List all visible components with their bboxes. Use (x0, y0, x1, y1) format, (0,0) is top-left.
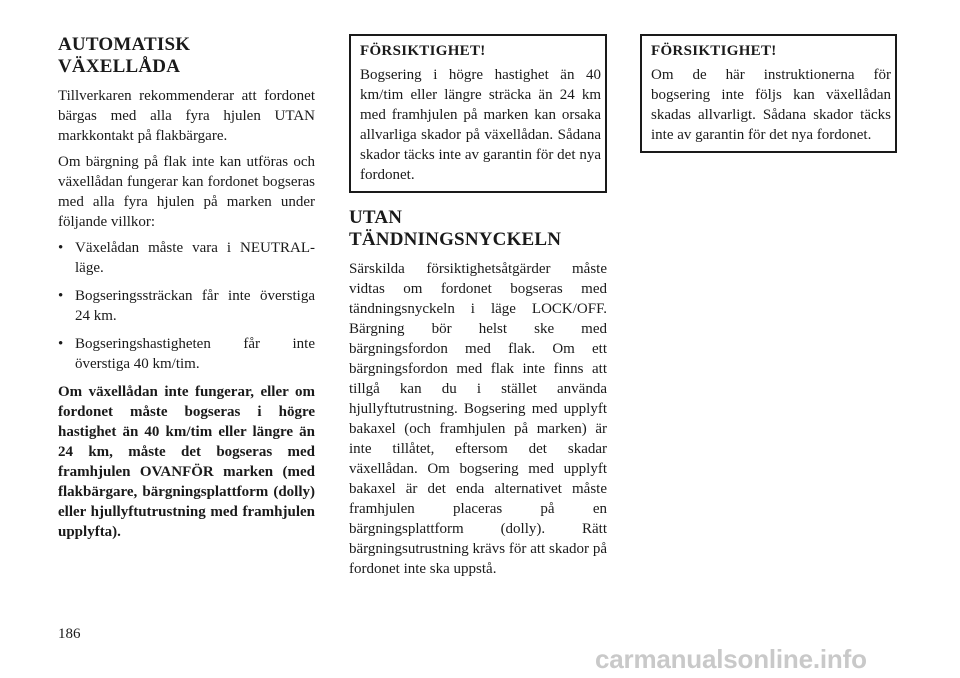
list-item: • Växelådan måste vara i NEUTRAL-läge. (58, 240, 315, 276)
column-right (640, 34, 897, 167)
paragraph-without-key: Särskilda försiktighetsåtgärder måste vidtas om fordonet bogseras med tändningsnyckeln i läge LOCK/OFF. Bärgning bör helst ske med bärgningsfordon med flak. Om ett bärgningsfordon med flak inte finns att tillgå kan du i stället använda hjullyftutrustning. Bogsering med upplyft bakaxel (och framhjulen på marken) är inte tillåtet, eftersom det skadar växellådan. Om bogsering med upplyft bakaxel är det enda alternativet måste framhjulen placeras på en bärgningsplattform (dolly). Rätt bärgningsutrustning krävs för att skador på fordonet inte ska uppstå. (349, 261, 607, 577)
watermark: carmanualsonline.info (595, 644, 867, 674)
section-heading-without-key: UTAN TÄNDNINGSNYCKELN (349, 207, 562, 250)
caution-title: FÖRSIKTIGHET! (360, 43, 486, 59)
bullet-icon: • (58, 240, 64, 256)
caution-text: Om de här instruktionerna för bogsering inte följs kan växellådan skadas allvarligt. Sådana skador täcks inte av garantin för det nya fordonet. (651, 67, 891, 143)
paragraph-conditions: Om bärgning på flak inte kan utföras och växellådan fungerar kan fordonet bogseras med alla fyra hjulen på marken under följande villkor: (58, 154, 315, 230)
bullet-icon: • (58, 336, 64, 352)
section-heading-automatic-transmission: AUTOMATISK VÄXELLÅDA (58, 34, 191, 77)
caution-box (640, 34, 897, 153)
page-number: 186 (58, 626, 81, 642)
list-item: • Bogseringshastigheten får inte överstiga 40 km/tim. (58, 336, 315, 372)
caution-title: FÖRSIKTIGHET! (651, 43, 777, 59)
column-middle (349, 34, 607, 585)
conditions-list (58, 238, 315, 374)
caution-box (349, 34, 607, 193)
paragraph-recommendation: Tillverkaren rekommenderar att fordonet bärgas med alla fyra hjulen UTAN markkontakt på flakbärgare. (58, 88, 315, 144)
bullet-icon: • (58, 288, 64, 304)
column-left (58, 34, 315, 548)
list-item: • Bogseringssträckan får inte överstiga 24 km. (58, 288, 315, 324)
caution-text: Bogsering i högre hastighet än 40 km/tim eller längre sträcka än 24 km med framhjulen på marken kan orsaka allvarliga skador på växellådan. Sådana skador täcks inte av garantin för det nya fordonet. (360, 67, 601, 183)
paragraph-warning-bold: Om växellådan inte fungerar, eller om fordonet måste bogseras i högre hastighet än 40 km/tim eller längre än 24 km, måste det bogseras med framhjulen OVANFÖR marken (med flakbärgare, bärgningsplattform (dolly) eller hjullyftutrustning med framhjulen upplyfta). (58, 384, 315, 540)
